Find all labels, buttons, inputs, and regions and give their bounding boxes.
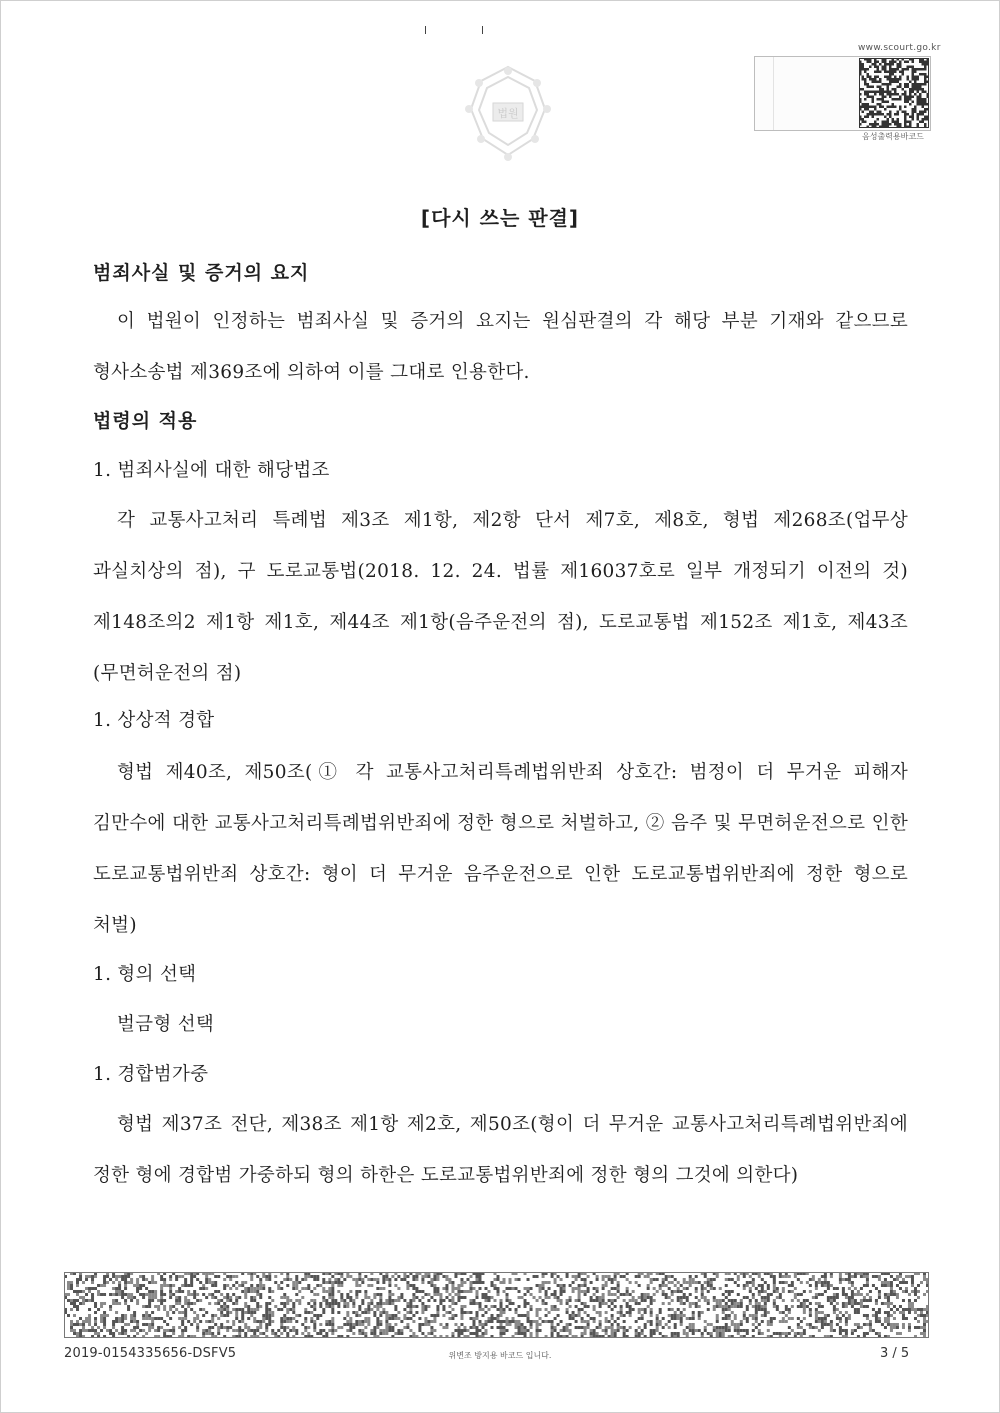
- paragraph: 형법 제40조, 제50조(① 각 교통사고처리특례법위반죄 상호간: 범정이 더 무거운 피해자 김만수에 대한 교통사고처리특례법위반죄에 정한 형으로 처벌하고, ② 음주 및 무면허운전으로 인한 도로교통법위반죄 상호간: 형이 더 무거운 음주운전으로 인한 도로교통법위반죄에 정한 형으로 처벌): [93, 762, 908, 936]
- anti-forgery-barcode-icon: [64, 1272, 929, 1338]
- barcode-caption: 위변조 방지용 바코드 입니다.: [448, 1351, 552, 1360]
- paragraph: 이 법원이 인정하는 범죄사실 및 증거의 요지는 원심판결의 각 해당 부분 기재와 같으므로 형사소송법 제369조에 의하여 이를 그대로 인용한다.: [93, 311, 908, 383]
- seal-label: 법원: [497, 107, 519, 120]
- court-seal-icon: [463, 63, 553, 163]
- section-heading: 법령의 적용: [93, 410, 198, 432]
- document-id: 2019-0154335656-DSFV5: [64, 1346, 237, 1361]
- voice-output-barcode-icon: [859, 58, 929, 128]
- list-item-body: 벌금형 선택: [117, 1014, 215, 1035]
- paragraph: 형법 제37조 전단, 제38조 제1항 제2호, 제50조(형이 더 무거운 교통사고처리특례법위반죄에 정한 형에 경합범 가중하되 형의 하한은 도로교통법위반죄에 정한 형의 그것에 의한다): [93, 1114, 908, 1186]
- page-number: 3 / 5: [880, 1346, 910, 1361]
- scan-mark: [482, 26, 483, 34]
- list-item-label: 1. 범죄사실에 대한 해당법조: [93, 460, 330, 481]
- list-item-label: 1. 경합범가중: [93, 1064, 209, 1085]
- barcode-caption: 음성출력용바코드: [862, 132, 924, 141]
- list-item-label: 1. 형의 선택: [93, 964, 197, 985]
- scan-mark: [425, 26, 426, 34]
- paragraph: 각 교통사고처리 특례법 제3조 제1항, 제2항 단서 제7호, 제8호, 형법 제268조(업무상 과실치상의 점), 구 도로교통법(2018. 12. 24. 법률 제16037호로 일부 개정되기 이전의 것) 제148조의2 제1항 제1호, 제44조 제1항(음주운전의 점), 도로교통법 제152조 제1호, 제43조(무면허운전의 점): [93, 510, 908, 684]
- site-url: www.scourt.go.kr: [858, 43, 941, 53]
- list-item-label: 1. 상상적 경합: [93, 710, 215, 731]
- section-heading: 범죄사실 및 증거의 요지: [93, 262, 310, 284]
- document-title: [다시 쓰는 판결]: [420, 206, 580, 230]
